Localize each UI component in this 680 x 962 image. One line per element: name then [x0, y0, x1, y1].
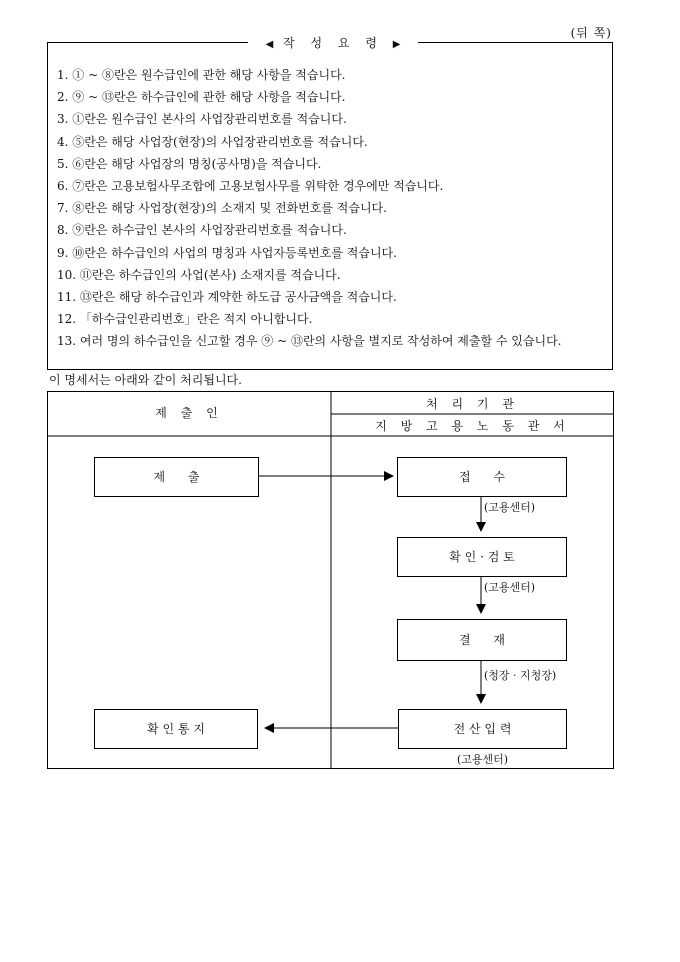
submitter-header: 제 출 인 — [155, 406, 223, 420]
guide-item: 10. ⑪란은 하수급인의 사업(본사) 소재지를 적습니다. — [57, 267, 341, 282]
left-arrow-icon: ◀ — [265, 39, 274, 50]
guide-item: 12. 「하수급인관리번호」란은 적지 아니합니다. — [57, 312, 313, 327]
receive-owner-label: (고용센터) — [484, 501, 536, 514]
page-side-label: (뒤 쪽) — [570, 26, 612, 40]
guide-item: 13. 여러 명의 하수급인을 신고할 경우 ⑨ ~ ⑬란의 사항을 별지로 작성하여 제출할 수 있습니다. — [57, 334, 562, 349]
approve-owner-label: (청장 · 지청장) — [484, 669, 557, 682]
right-arrow-icon: ▶ — [392, 39, 401, 50]
submit-node: 제 출 — [94, 457, 259, 497]
guide-item: 9. ⑩란은 하수급인의 사업의 명칭과 사업자등록번호를 적습니다. — [57, 245, 397, 260]
guide-item: 3. ①란은 원수급인 본사의 사업장관리번호를 적습니다. — [57, 112, 347, 127]
notify-node: 확 인 통 지 — [94, 709, 258, 749]
processor-subheader: 지 방 고 용 노 동 관 서 — [375, 419, 570, 433]
guide-item: 11. ⑬란은 해당 하수급인과 계약한 하도급 공사금액을 적습니다. — [57, 290, 397, 305]
processor-header: 처 리 기 관 — [426, 397, 519, 411]
guide-item: 1. ① ~ ⑧란은 원수급인에 관한 해당 사항을 적습니다. — [57, 68, 346, 82]
guide-item: 2. ⑨ ~ ⑬란은 하수급인에 관한 해당 사항을 적습니다. — [57, 90, 346, 105]
review-owner-label: (고용센터) — [484, 581, 536, 594]
guide-title-text: 작 성 요 령 — [283, 36, 383, 50]
approve-node: 결 재 — [397, 619, 567, 661]
guide-item: 8. ⑨란은 하수급인 본사의 사업장관리번호를 적습니다. — [57, 223, 347, 238]
computer-input-node: 전 산 입 력 — [398, 709, 567, 749]
guide-item: 5. ⑥란은 해당 사업장의 명칭(공사명)을 적습니다. — [57, 156, 322, 171]
review-node: 확 인 · 검 토 — [397, 537, 567, 577]
process-caption: 이 명세서는 아래와 같이 처리됩니다. — [49, 373, 242, 387]
guide-item: 4. ⑤란은 해당 사업장(현장)의 사업장관리번호를 적습니다. — [57, 134, 368, 149]
receive-node: 접 수 — [397, 457, 567, 497]
guide-item: 6. ⑦란은 고용보험사무조합에 고용보험사무를 위탁한 경우에만 적습니다. — [57, 179, 444, 194]
input-owner-label: (고용센터) — [456, 753, 509, 766]
guide-item: 7. ⑧란은 해당 사업장(현장)의 소재지 및 전화번호를 적습니다. — [57, 201, 387, 216]
